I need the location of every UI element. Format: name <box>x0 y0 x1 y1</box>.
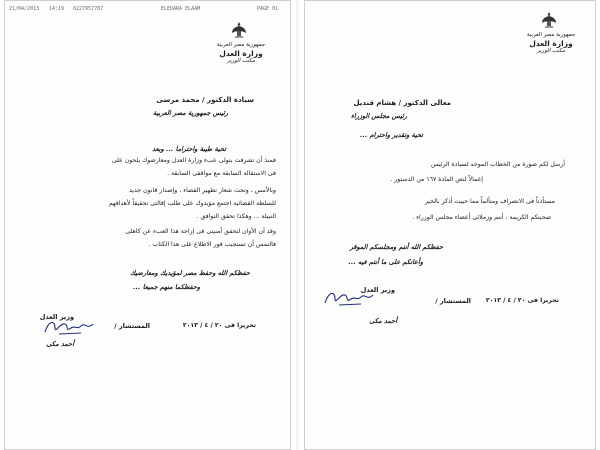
eagle-emblem-icon <box>231 21 247 39</box>
body-line: وبالأمس ، وتحت شعار تطهير القضاء ، وإصدار قانون جديد <box>129 187 276 194</box>
letter-to-prime-minister <box>304 0 596 450</box>
page-gap <box>296 0 299 450</box>
body-line: النبيلة ... وهكذا تحقق التوافق . <box>196 213 276 220</box>
addressee-title: رئيس مجلس الوزراء <box>350 112 407 120</box>
signer-name: أحمد مكى <box>46 340 74 348</box>
letterhead-ministry: وزارة العدل <box>219 48 263 58</box>
body-line: فى الاستقالة السابقة مع موافقى السابقة . <box>167 170 276 177</box>
fax-date: 21/04/2013 <box>9 6 40 12</box>
fax-sender: ELEDARA ELAAM <box>161 6 201 12</box>
fax-number: 0227957787 <box>73 6 104 12</box>
letterhead-country: جمهورية مصر العربية <box>216 42 266 48</box>
date-line: تحريرا فى ٢٠ / ٤ / ٢٠١٣ <box>485 297 559 304</box>
letterhead-office: مكتب الوزير <box>226 58 256 65</box>
body-line: فمنذ أن تشرفت بتولى عبء وزارة العدل ومعارضوك يلحون على <box>111 157 276 164</box>
greeting: تحية وتقدير واحترام ... <box>359 131 423 139</box>
closing-line: وأعانكم على ما أنتم فيه ... <box>348 258 423 266</box>
fax-page: PAGE 01 <box>257 6 279 12</box>
date-line: تحريرا فى ٢٠ / ٤ / ٢٠١٣ <box>182 322 256 329</box>
letterhead-country: جمهورية مصر العربية <box>526 32 576 38</box>
signature-title: وزير العدل <box>360 286 395 294</box>
handwritten-signature <box>41 316 101 338</box>
counselor-label: المستشار / <box>435 297 471 305</box>
body-line: صحبتكم الكريمة ، أنتم وزملائى أعضاء مجلس الوزراء . <box>412 214 551 221</box>
body-line: وقد آن الأوان لتحقق أمنيتى فى إزاحة هذا العبء عن كاهلى <box>125 228 276 235</box>
closing-line: حفظكم الله أنتم ومجلسكم الموقر <box>349 243 443 251</box>
signer-name: أحمد مكى <box>369 317 397 325</box>
letterhead <box>203 42 279 65</box>
letterhead <box>513 32 589 55</box>
closing-line: حفظكم الله وحفظ مصر لمؤيديك ومعارضيك <box>129 269 250 277</box>
handwritten-signature <box>321 287 381 309</box>
counselor-label: المستشار / <box>114 322 150 330</box>
addressee-name: سيادة الدكتور / محمد مرسى <box>156 96 254 104</box>
fax-time: 14:19 <box>49 6 65 12</box>
closing-line: وحفظكما منهم جميعا ... <box>133 283 200 291</box>
letterhead-office: مكتب الوزير <box>536 48 566 55</box>
body-line: للسلطة القضائية اجتمع مؤيدوك على طلب إقالتى تحقيقاً لأهدافهم <box>108 200 276 207</box>
body-line: مستأذناً فى الانصراف ومتألماً مما حييت أذكر بالخير <box>424 198 555 205</box>
letter-to-president <box>4 0 291 450</box>
letterhead-ministry: وزارة العدل <box>529 38 573 48</box>
fax-header <box>5 4 290 16</box>
signature-title: وزير العدل <box>39 313 74 321</box>
body-line: أرسل لكم صورة من الخطاب الموجه لسيادة الرئيس <box>430 161 565 168</box>
body-line: فالتمس أن تستجيب فور الاطلاع على هذا الكتاب . <box>148 241 276 248</box>
body-line: إعمالاً لنص المادة ١٦٧ من الدستور . <box>390 176 483 183</box>
addressee-name: معالى الدكتور / هشام قنديل <box>353 99 451 107</box>
greeting: تحية طيبة واحتراما ... وبعد <box>152 145 226 153</box>
addressee-title: رئيس جمهورية مصر العربية <box>152 109 228 117</box>
eagle-emblem-icon <box>541 11 557 29</box>
